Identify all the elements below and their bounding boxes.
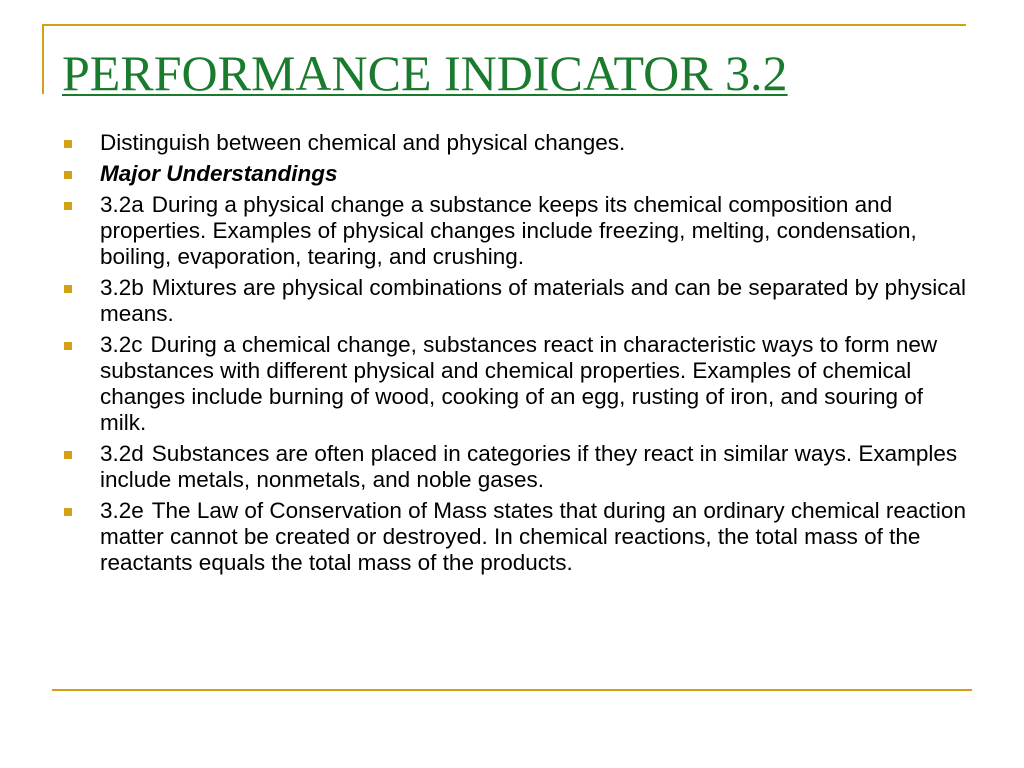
bullet-text <box>100 498 969 576</box>
bullet-text <box>100 192 969 270</box>
bullet-item-3-2b <box>64 275 969 327</box>
bullet-item-3-2c <box>64 332 969 436</box>
square-bullet-icon <box>64 202 72 210</box>
square-bullet-icon <box>64 285 72 293</box>
bullet-item-3-2e <box>64 498 969 576</box>
bullet-text <box>100 441 969 493</box>
square-bullet-icon <box>64 171 72 179</box>
bullet-body: Substances are often placed in categories if they react in similar ways. Examples include metals, nonmetals, and noble gases. <box>100 441 958 492</box>
bullet-text <box>100 275 969 327</box>
square-bullet-icon <box>64 451 72 459</box>
bullet-item-3-2d <box>64 441 969 493</box>
bullet-code: 3.2a <box>100 192 144 217</box>
bullet-item-3-2a <box>64 192 969 270</box>
square-bullet-icon <box>64 508 72 516</box>
bullet-body: During a physical change a substance keeps its chemical composition and properties. Examples of physical changes include freezing, melting, condensation, boiling, evaporation, tearing, and crushing. <box>100 192 917 269</box>
bullet-code: 3.2b <box>100 275 144 300</box>
bullet-text <box>100 332 969 436</box>
bullet-list <box>64 130 969 580</box>
bullet-text: Distinguish between chemical and physical changes. <box>100 130 626 155</box>
slide-title: PERFORMANCE INDICATOR 3.2 <box>62 45 788 101</box>
frame-top-rule <box>42 24 966 26</box>
bullet-text: Major Understandings <box>100 161 338 186</box>
frame-left-rule <box>42 24 44 94</box>
bullet-body: During a chemical change, substances react in characteristic ways to form new substances with different physical and chemical properties. Examples of chemical changes include burning of wood, cooking of an egg, rusting of iron, and souring of milk. <box>100 332 938 435</box>
bullet-code: 3.2c <box>100 332 143 357</box>
bullet-code: 3.2e <box>100 498 144 523</box>
bullet-item-objective <box>64 130 969 156</box>
square-bullet-icon <box>64 342 72 350</box>
bullet-item-major-understandings <box>64 161 969 187</box>
bullet-body: Mixtures are physical combinations of materials and can be separated by physical means. <box>100 275 966 326</box>
square-bullet-icon <box>64 140 72 148</box>
frame-bottom-rule <box>52 689 972 691</box>
bullet-code: 3.2d <box>100 441 144 466</box>
bullet-body: The Law of Conservation of Mass states that during an ordinary chemical reaction matter cannot be created or destroyed. In chemical reactions, the total mass of the reactants equals the total mass of the products. <box>100 498 966 575</box>
